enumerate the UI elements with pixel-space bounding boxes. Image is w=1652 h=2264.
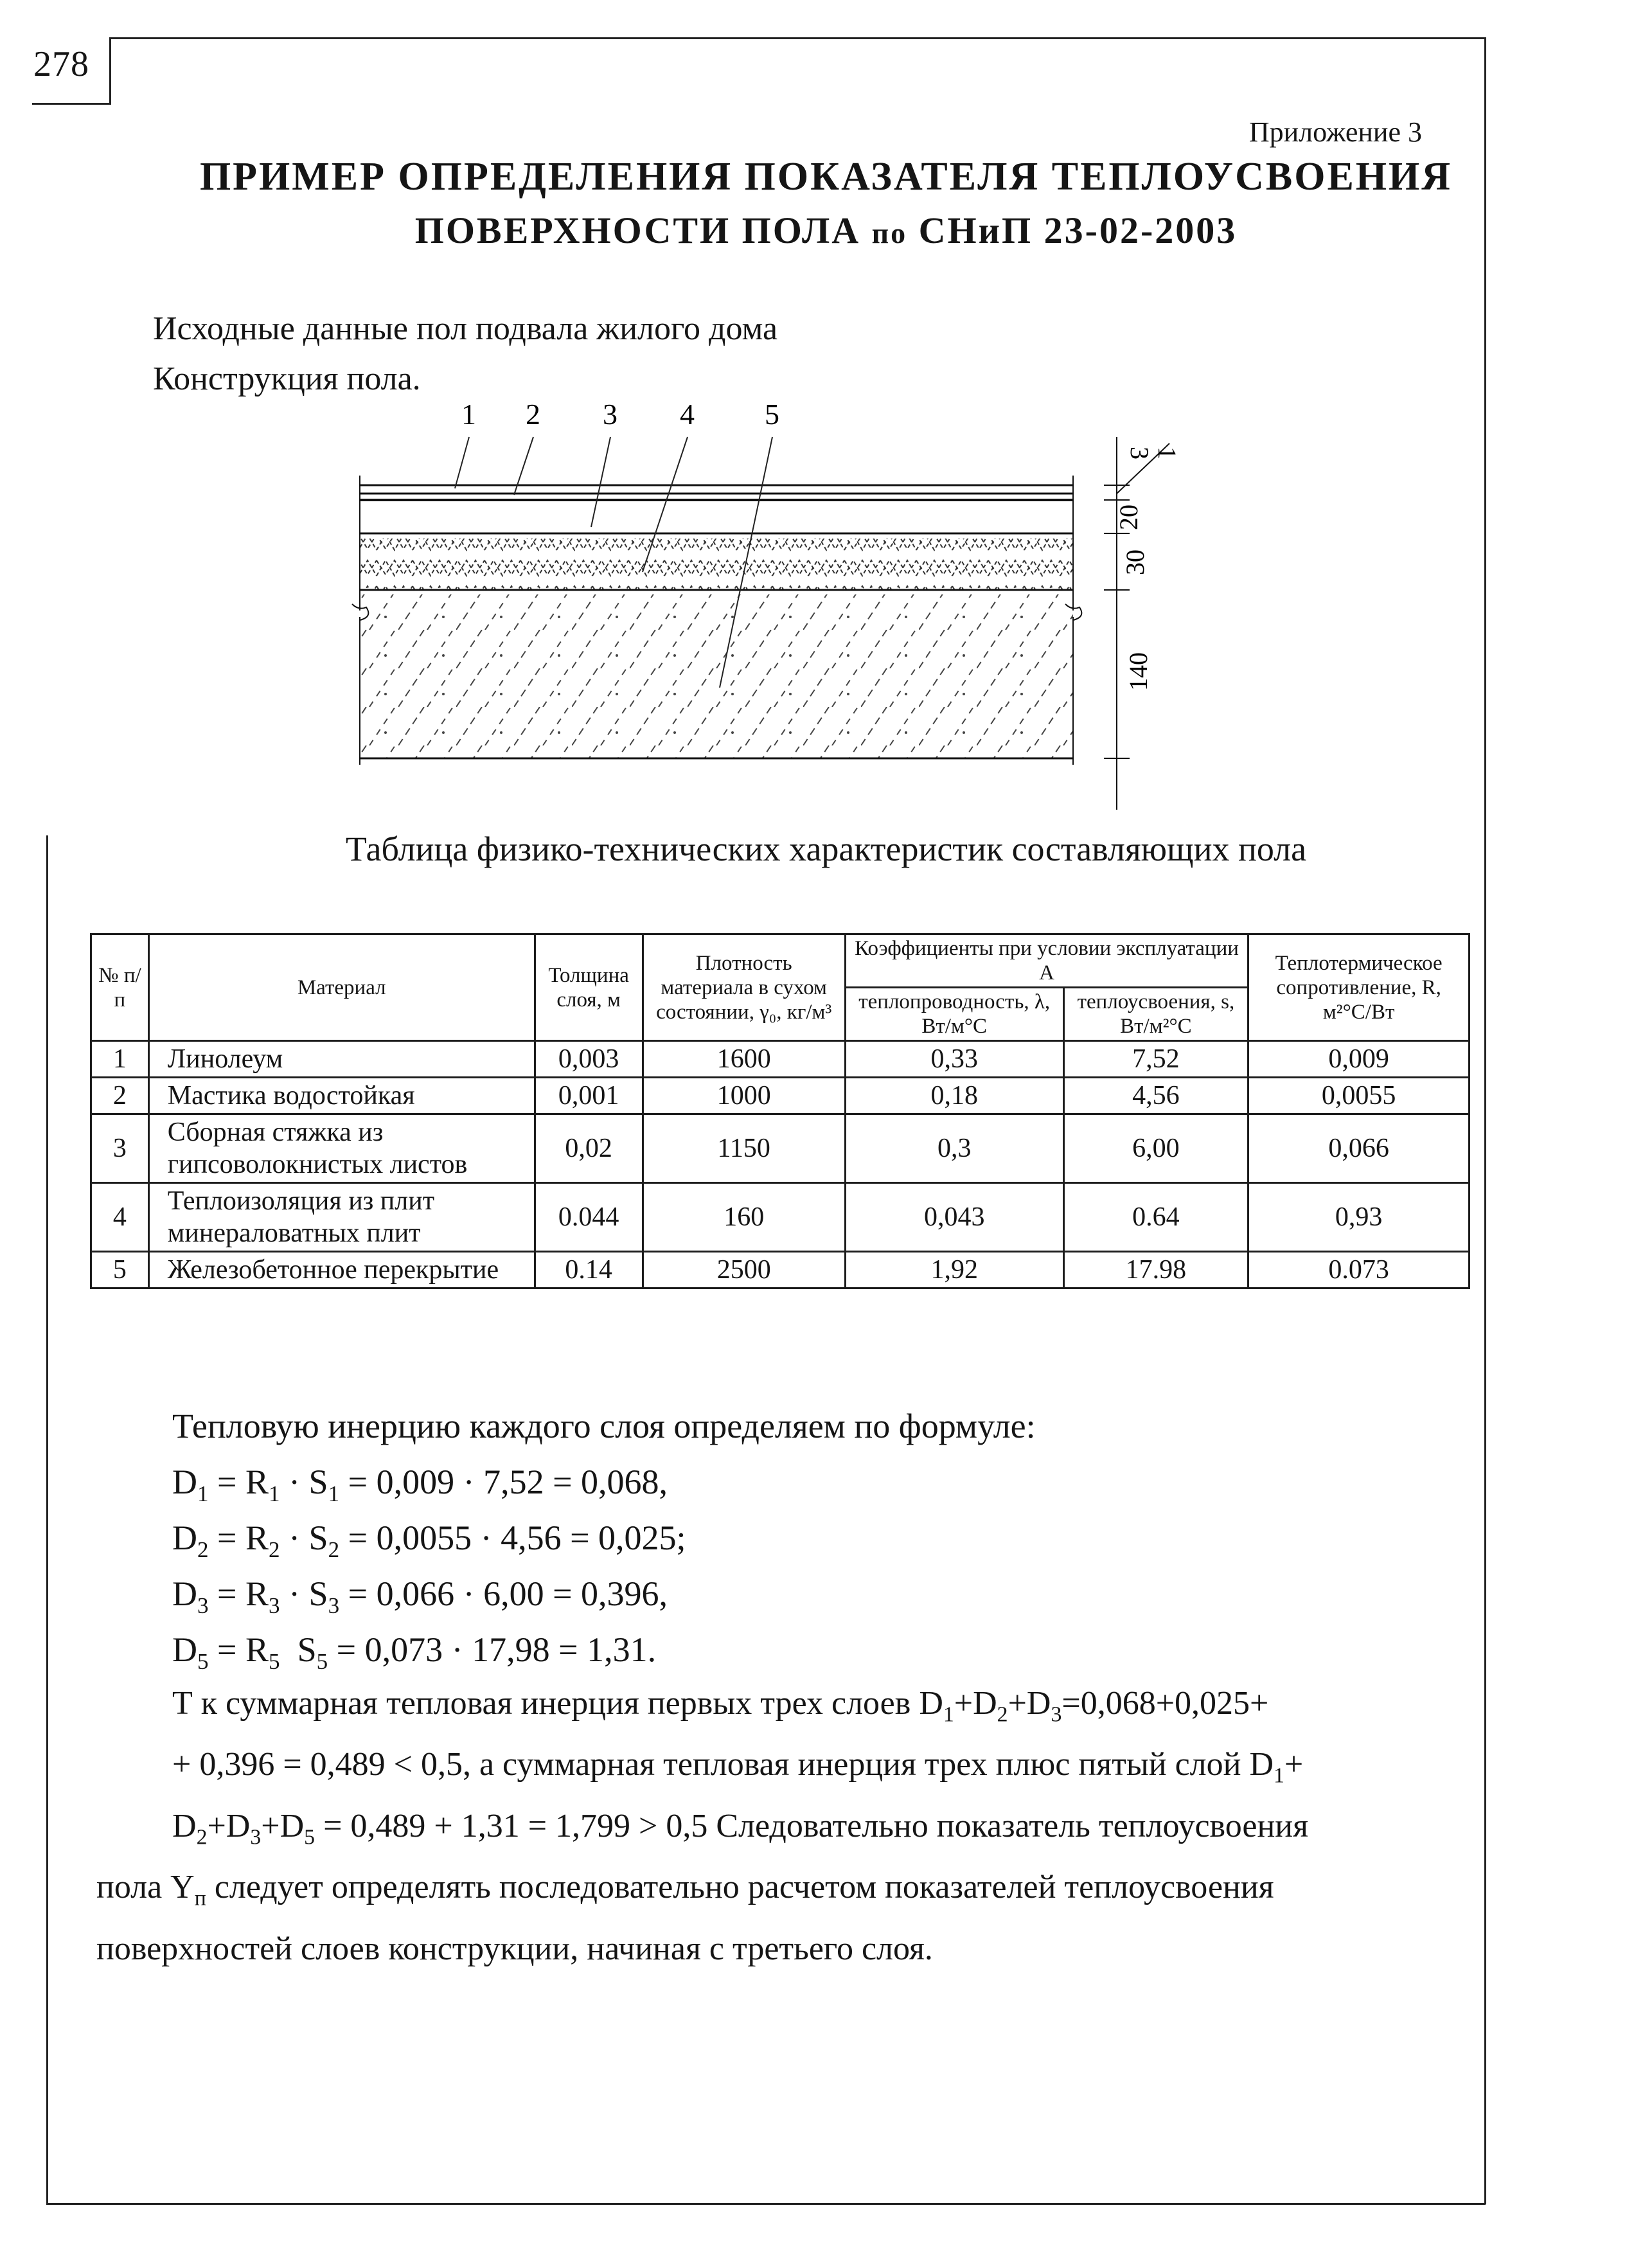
- conclusion-sum-1: =0,068+0,025+: [1061, 1685, 1269, 1722]
- cell-density: 160: [643, 1183, 845, 1252]
- title-ref: СНиП 23-02-2003: [918, 209, 1238, 251]
- frame-top-line: [111, 37, 1486, 39]
- table-row: [91, 1114, 1470, 1183]
- table-row: [91, 1252, 1470, 1288]
- page-title-line1: ПРИМЕР ОПРЕДЕЛЕНИЯ ПОКАЗАТЕЛЯ ТЕПЛОУСВОЕНИЯ: [199, 155, 1453, 199]
- appendix-label: Приложение 3: [1248, 116, 1422, 148]
- layer-number-5: 5: [765, 398, 779, 431]
- dim-label-1: 1: [1153, 447, 1182, 459]
- pagenum-box-bottom: [32, 103, 111, 105]
- pagenum-box-right: [109, 37, 111, 105]
- dim-label-20: 20: [1114, 504, 1143, 530]
- cell-num: 1: [91, 1041, 149, 1078]
- formula-d2-value: = 0,0055 · 4,56 = 0,025;: [348, 1519, 686, 1557]
- formula-d1: $D_1 = R_1 \cdot S_1 = 0,009 \cdot 7,52 = 0,068$,: [172, 1463, 668, 1506]
- title-line2-main: ПОВЕРХНОСТИ ПОЛА: [414, 209, 861, 251]
- formula-intro: Тепловую инерцию каждого слоя определяем по формуле:: [172, 1407, 1036, 1445]
- cell-lambda: 0,043: [845, 1183, 1063, 1252]
- cell-num: 2: [91, 1078, 149, 1114]
- layer-number-2: 2: [526, 398, 540, 431]
- cell-thickness: 0,003: [535, 1041, 643, 1078]
- formula-d3-value: = 0,066 · 6,00 = 0,396,: [348, 1574, 668, 1613]
- cell-material: Теплоизоляция из плит минераловатных плит: [148, 1183, 535, 1252]
- header-conductivity: теплопроводность, λ, Вт/м°С: [845, 988, 1063, 1041]
- header-coef-group: Коэффициенты при условии эксплуатации А: [845, 934, 1248, 988]
- cell-r: 0,066: [1248, 1114, 1470, 1183]
- layer-number-1: 1: [461, 398, 476, 431]
- materials-table: [90, 933, 1470, 1289]
- conclusion-text-1: Т к суммарная тепловая инерция первых трех слоев: [172, 1685, 911, 1722]
- conclusion-line-3: $D_2+D_3+D_5 = 0,489 + 1,31 = 1,799 > 0,5$ Следовательно показатель теплоусвоения: [172, 1807, 1309, 1850]
- header-thickness: Толщина слоя, м: [535, 934, 643, 1041]
- cell-lambda: 0,33: [845, 1041, 1063, 1078]
- table-row: [91, 1078, 1470, 1114]
- source-data-line: Исходные данные пол подвала жилого дома: [153, 310, 778, 347]
- formula-d2: $D_2 = R_2 \cdot S_2 = 0,0055 \cdot 4,56 = 0,025$;: [172, 1519, 686, 1562]
- cell-s: 4,56: [1063, 1078, 1248, 1114]
- layer-number-3: 3: [603, 398, 617, 431]
- cell-s: 0.64: [1063, 1183, 1248, 1252]
- conclusion-line-2: + 0,396 = 0,489 < 0,5, а суммарная тепловая инерция трех плюс пятый слой $D_1+$: [172, 1746, 1304, 1788]
- cell-s: 6,00: [1063, 1114, 1248, 1183]
- formula-d5-value: = 0,073 · 17,98 = 1,31.: [336, 1630, 657, 1669]
- cell-r: 0,009: [1248, 1041, 1470, 1078]
- cell-material: Линолеум: [148, 1041, 535, 1078]
- header-resistance: Теплотермическое сопротивление, R, м²°С/Вт: [1248, 934, 1470, 1041]
- header-material: Материал: [148, 934, 535, 1041]
- conclusion-text-2: + 0,396 = 0,489 < 0,5, а суммарная тепловая инерция трех плюс пятый слой: [172, 1746, 1241, 1783]
- cell-num: 3: [91, 1114, 149, 1183]
- conclusion-line-1: Т к суммарная тепловая инерция первых трех слоев $D_1+D_2+D_3=0,068+0,025+$: [172, 1685, 1269, 1727]
- dim-label-30: 30: [1121, 549, 1150, 575]
- page-number: 278: [33, 44, 89, 84]
- conclusion-paragraph: [96, 1679, 1420, 1974]
- cell-lambda: 1,92: [845, 1252, 1063, 1288]
- cell-thickness: 0.044: [535, 1183, 643, 1252]
- conclusion-text-3: = 0,489 + 1,31 = 1,799 > 0,5 Следовательно показатель теплоусвоения: [323, 1807, 1309, 1844]
- formula-d3: $D_3 = R_3 \cdot S_3 = 0,066 \cdot 6,00 = 0,396$,: [172, 1574, 668, 1618]
- table-row: [91, 1041, 1470, 1078]
- conclusion-line-5: поверхностей слоев конструкции, начиная с третьего слоя.: [96, 1930, 933, 1967]
- cell-lambda: 0,18: [845, 1078, 1063, 1114]
- cell-lambda: 0,3: [845, 1114, 1063, 1183]
- cell-thickness: 0,02: [535, 1114, 643, 1183]
- formula-d1-value: = 0,009 · 7,52 = 0,068,: [348, 1463, 668, 1501]
- cell-density: 1150: [643, 1114, 845, 1183]
- cell-density: 1600: [643, 1041, 845, 1078]
- cell-r: 0,0055: [1248, 1078, 1470, 1114]
- conclusion-text-4a: пола: [96, 1869, 163, 1906]
- page-title-line2: [0, 209, 1652, 252]
- cell-density: 2500: [643, 1252, 845, 1288]
- cell-material: Мастика водостойкая: [148, 1078, 535, 1114]
- conclusion-text-4b: следует определять последовательно расчетом показателей теплоусвоения: [214, 1869, 1274, 1906]
- layer-number-4: 4: [680, 398, 695, 431]
- cell-thickness: 0,001: [535, 1078, 643, 1114]
- cell-s: 7,52: [1063, 1041, 1248, 1078]
- formula-d5: $D_5 = R_5$ $S_5 = 0,073 \cdot 17,98 = 1,31$.: [172, 1630, 657, 1674]
- floor-construction-label: Конструкция пола.: [153, 361, 421, 397]
- table-caption: Таблица физико-технических характеристик составляющих пола: [345, 830, 1307, 868]
- cell-num: 5: [91, 1252, 149, 1288]
- frame-right-line: [1484, 37, 1486, 2204]
- cell-material: Сборная стяжка из гипсоволокнистых листов: [148, 1114, 535, 1183]
- cell-s: 17.98: [1063, 1252, 1248, 1288]
- table-header-row: [91, 934, 1470, 988]
- dim-label-140: 140: [1124, 652, 1153, 691]
- cell-density: 1000: [643, 1078, 845, 1114]
- frame-bottom-line: [46, 2203, 1486, 2205]
- floor-section-drawing: [341, 398, 1214, 810]
- header-density: Плотность материала в сухом состоянии, γ₀, кг/м³: [643, 934, 845, 1041]
- cell-material: Железобетонное перекрытие: [148, 1252, 535, 1288]
- frame-left-line: [46, 835, 48, 2204]
- dim-label-3: 3: [1125, 447, 1154, 459]
- cell-num: 4: [91, 1183, 149, 1252]
- cell-r: 0,93: [1248, 1183, 1470, 1252]
- table-row: [91, 1183, 1470, 1252]
- cell-thickness: 0.14: [535, 1252, 643, 1288]
- header-absorption: теплоусвоения, s, Вт/м²°С: [1063, 988, 1248, 1041]
- conclusion-line-4: пола $Y_п$ следует определять последовательно расчетом показателей теплоусвоения: [96, 1869, 1274, 1911]
- header-num: № п/п: [91, 934, 149, 1041]
- cell-r: 0.073: [1248, 1252, 1470, 1288]
- title-ref-prefix: по: [871, 217, 908, 249]
